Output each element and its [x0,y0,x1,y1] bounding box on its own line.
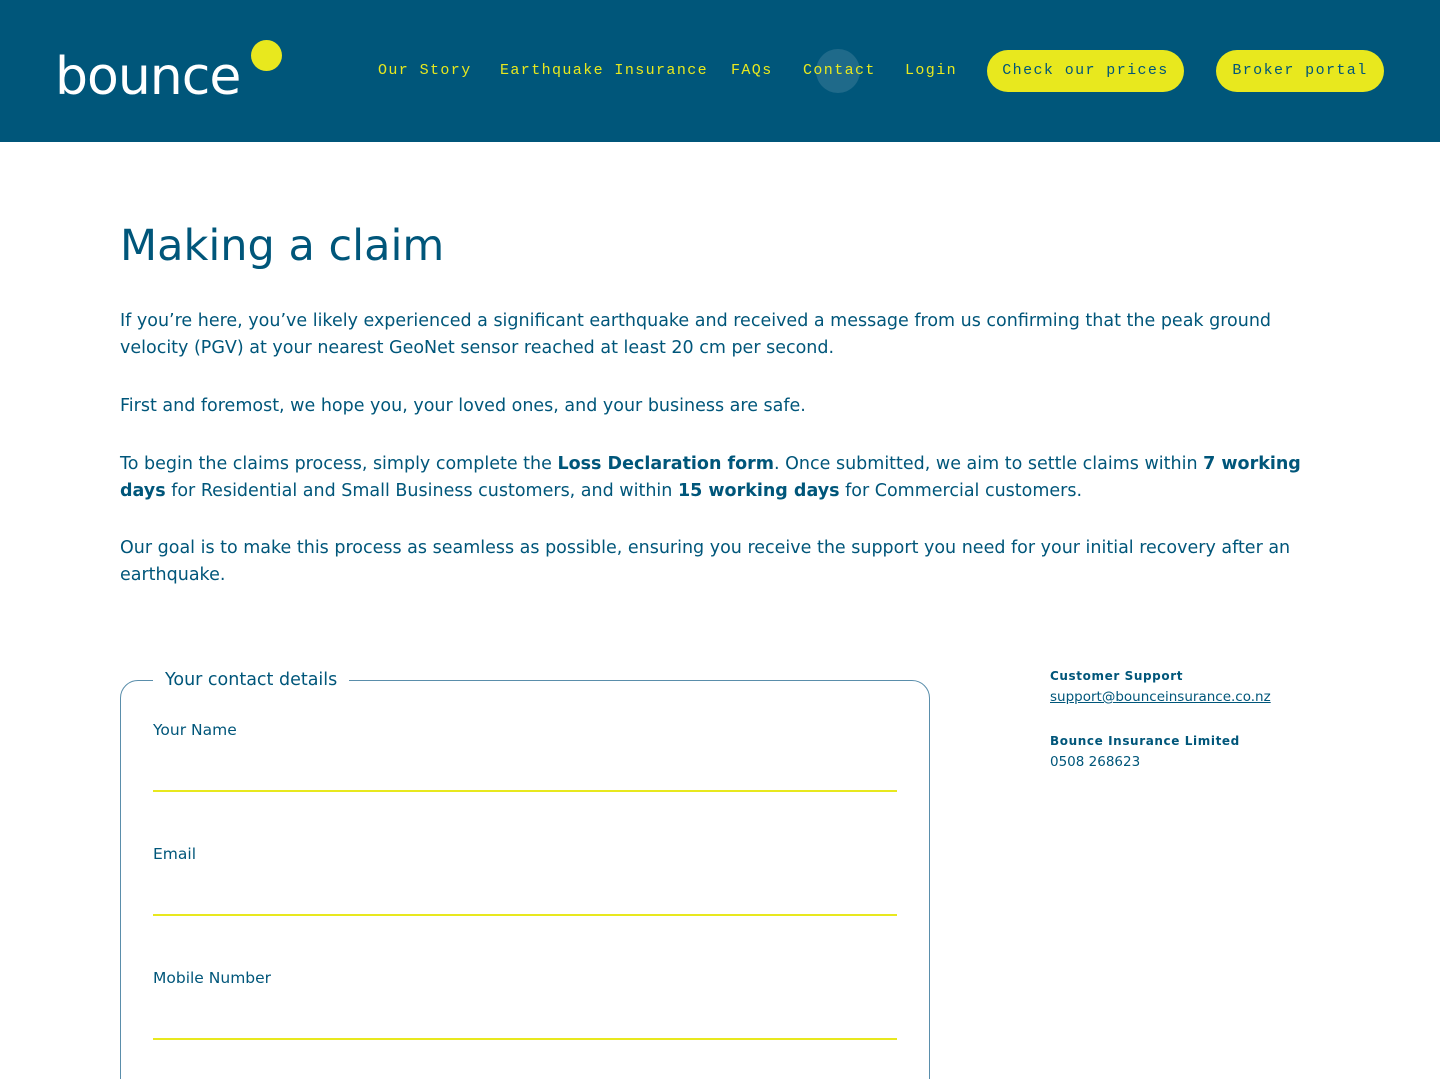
nav-contact[interactable]: Contact [803,62,876,79]
safety-paragraph: First and foremost, we hope you, your loved ones, and your business are safe. [120,396,806,416]
logo-dot-icon [251,40,282,71]
support-email-link[interactable]: support@bounceinsurance.co.nz [1050,689,1271,705]
page-title: Making a claim [120,221,445,271]
nav-faqs[interactable]: FAQs [731,62,773,79]
site-header [0,0,1440,142]
nav-login[interactable]: Login [905,62,958,79]
your-name-input[interactable] [153,752,897,792]
claims-text-4: for Commercial customers. [839,480,1083,501]
broker-portal-button[interactable]: Broker portal [1216,50,1384,92]
company-name-heading: Bounce Insurance Limited [1050,734,1240,748]
goal-paragraph: Our goal is to make this process as seamless as possible, ensuring you receive the support you need for your initial recovery after an earthquake. [120,538,1291,585]
bounce-logo[interactable] [55,38,285,108]
claims-text-1: To begin the claims process, simply complete the [120,454,558,474]
intro-paragraph: If you’re here, you’ve likely experienced a significant earthquake and received a message from us confirming that the peak ground velocity (PGV) at your nearest GeoNet sensor reached at least 20 cm per second. [120,311,1272,358]
loss-declaration-form-text: Loss Declaration form [557,454,775,474]
customer-support-heading: Customer Support [1050,669,1184,683]
mobile-number-label: Mobile Number [153,969,272,987]
contact-details-legend: Your contact details [153,667,349,693]
check-prices-button[interactable]: Check our prices [987,50,1184,92]
company-phone: 0508 268623 [1050,754,1141,770]
claims-process-paragraph [120,451,1320,504]
nav-earthquake-insurance[interactable]: Earthquake Insurance [500,62,709,79]
mobile-number-input[interactable] [153,1000,897,1040]
email-label: Email [153,845,197,863]
seven-working-days-text: 7 working days [120,454,1301,501]
your-name-label: Your Name [153,721,237,739]
fifteen-working-days-text: 15 working days [677,480,840,501]
nav-our-story[interactable]: Our Story [378,62,472,79]
logo-wordmark: bounce [55,47,241,107]
claims-text-3: for Residential and Small Business customers, and within [165,480,678,501]
email-input[interactable] [153,876,897,916]
claims-text-2: . Once submitted, we aim to settle claims within [774,454,1204,474]
